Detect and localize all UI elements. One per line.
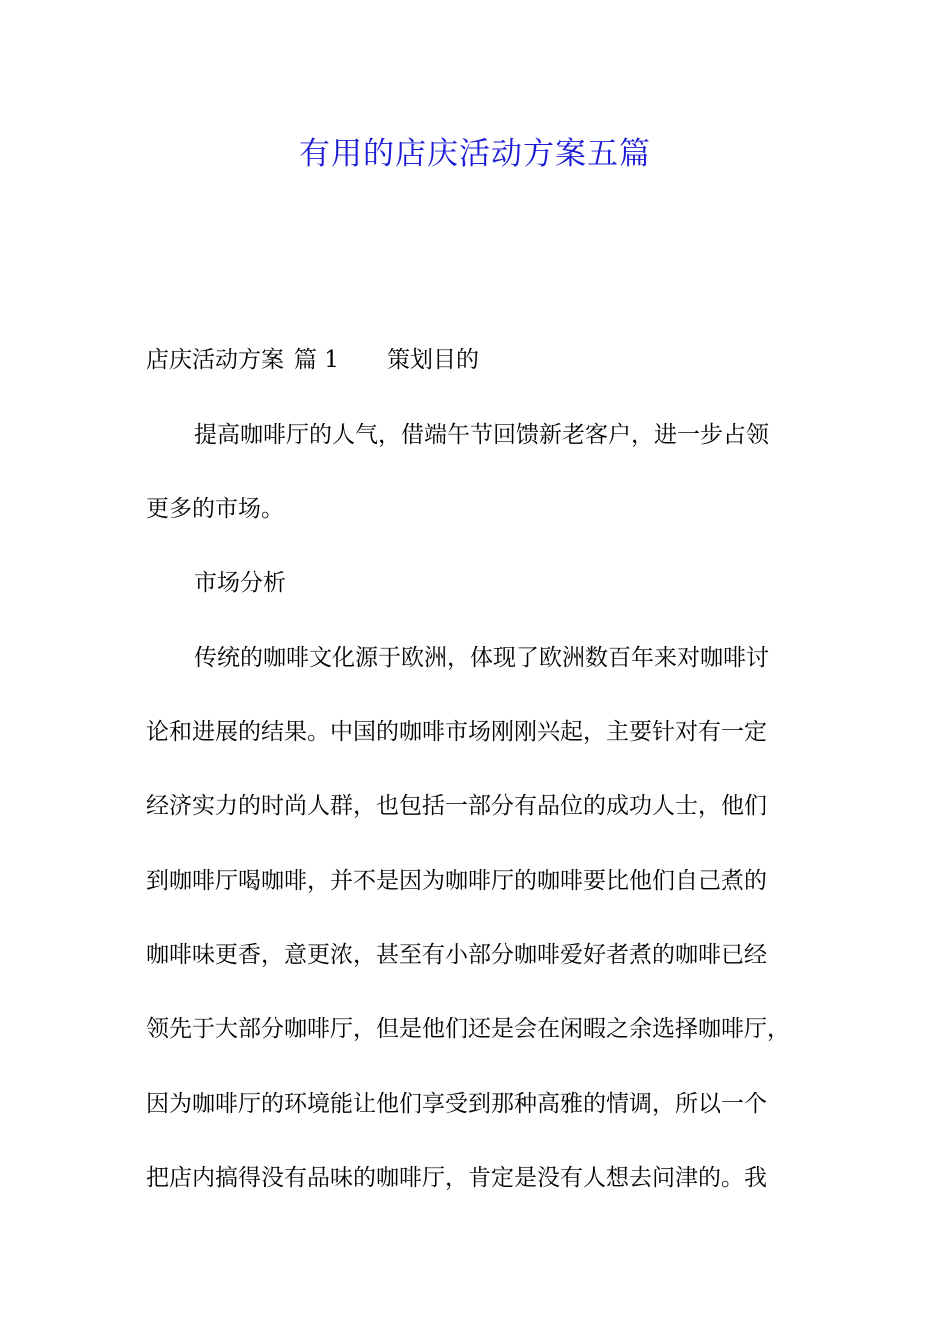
section-heading: 策划目的 bbox=[386, 347, 479, 373]
paragraph-line: 经济实力的时尚人群，也包括一部分有品位的成功人士，他们 bbox=[146, 793, 767, 819]
document-title: 有用的店庆活动方案五篇 bbox=[299, 136, 651, 172]
section-header-label: 店庆活动方案 bbox=[146, 347, 284, 373]
section-header bbox=[146, 340, 479, 380]
paragraph-line: 咖啡味更香，意更浓，甚至有小部分咖啡爱好者煮的咖啡已经 bbox=[146, 942, 767, 968]
paragraph-line: 论和进展的结果。中国的咖啡市场刚刚兴起，主要针对有一定 bbox=[146, 719, 767, 745]
section-number: 篇 1 bbox=[294, 347, 339, 373]
subheading-market-analysis: 市场分析 bbox=[194, 570, 286, 596]
paragraph-line: 更多的市场。 bbox=[146, 496, 284, 522]
paragraph-line: 因为咖啡厅的环境能让他们享受到那种高雅的情调，所以一个 bbox=[146, 1091, 767, 1117]
paragraph-line: 把店内搞得没有品味的咖啡厅，肯定是没有人想去问津的。我 bbox=[146, 1165, 767, 1191]
paragraph-line: 领先于大部分咖啡厅，但是他们还是会在闲暇之余选择咖啡厅， bbox=[146, 1016, 790, 1042]
paragraph-line: 传统的咖啡文化源于欧洲，体现了欧洲数百年来对咖啡讨 bbox=[194, 645, 769, 671]
paragraph-line: 提高咖啡厅的人气，借端午节回馈新老客户，进一步占领 bbox=[194, 422, 769, 448]
paragraph-line: 到咖啡厅喝咖啡，并不是因为咖啡厅的咖啡要比他们自己煮的 bbox=[146, 868, 767, 894]
